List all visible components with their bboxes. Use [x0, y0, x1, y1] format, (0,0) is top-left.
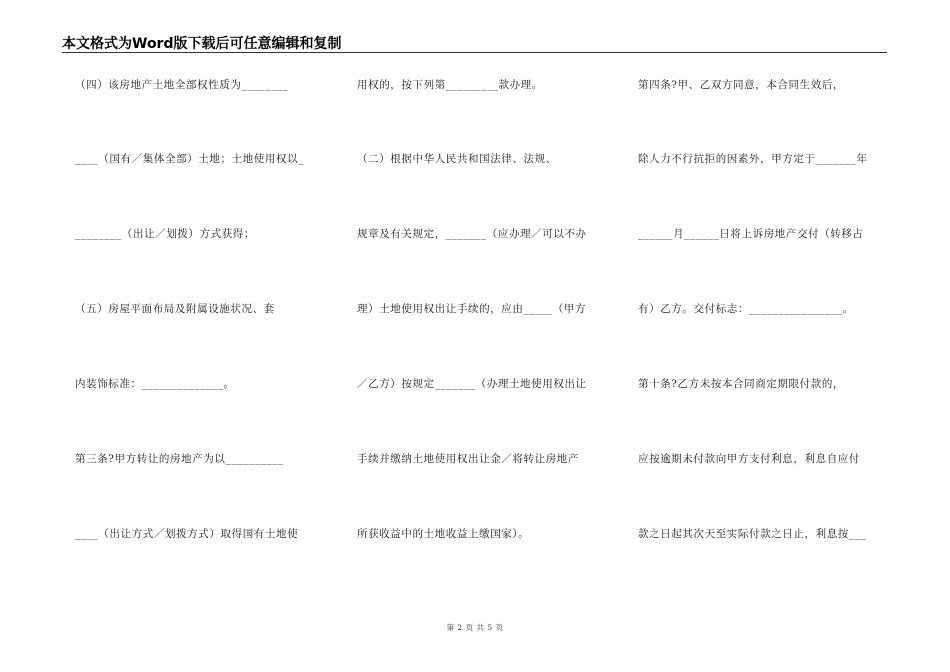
text-line: 除人力不行抗拒的因素外，甲方定于_______年	[638, 153, 868, 165]
page-number-footer: 第 2 页 共 5 页	[446, 623, 504, 632]
text-line: 规章及有关规定，_______（应办理／可以不办	[357, 228, 587, 240]
text-line: ______月______日将上诉房地产交付（转移占	[638, 228, 864, 240]
text-line: 手续并缴纳土地使用权出让金／将转让房地产	[357, 453, 579, 465]
text-column-3	[638, 78, 888, 578]
header-divider	[62, 52, 887, 53]
document-header-title: 本文格式为Word版下载后可任意编辑和复制	[62, 36, 342, 52]
text-line: 有）乙方。交付标志：________________。	[638, 303, 854, 315]
text-line: ____（出让方式／划拨方式）取得国有土地使	[75, 528, 299, 540]
text-line: ／乙方）按规定_______（办理土地使用权出让	[357, 378, 587, 390]
text-line: 款之日起其次天至实际付款之日止，利息按___	[638, 528, 867, 540]
text-line: 第三条?甲方转让的房地产为以__________	[75, 453, 285, 465]
text-line: 第十条?乙方未按本合同商定期限付款的，	[638, 378, 845, 390]
text-line: （二）根据中华人民共和国法律、法规、	[357, 153, 557, 165]
text-line: 第四条?甲、乙双方同意，本合同生效后，	[638, 79, 845, 91]
text-line: 所获收益中的土地收益上缴国家）。	[357, 528, 530, 540]
text-line: 理）土地使用权出让手续的，应由_____（甲方	[357, 303, 587, 315]
text-line: 应按逾期未付款向甲方支付利息，利息自应付	[638, 453, 860, 465]
text-column-2	[357, 78, 612, 578]
text-line: （四）该房地产土地全部权性质为________	[75, 79, 289, 91]
text-column-1	[75, 78, 325, 578]
text-line: ________（出让／划拨）方式获得；	[75, 228, 255, 240]
text-line: ____（国有／集体全部）土地；土地使用权以_	[75, 153, 305, 165]
text-line: 用权的，按下列第_________款办理。	[357, 79, 543, 91]
text-line: （五）房屋平面布局及附属设施状况、套	[75, 303, 275, 315]
text-line: 内装饰标准：______________。	[75, 378, 235, 390]
